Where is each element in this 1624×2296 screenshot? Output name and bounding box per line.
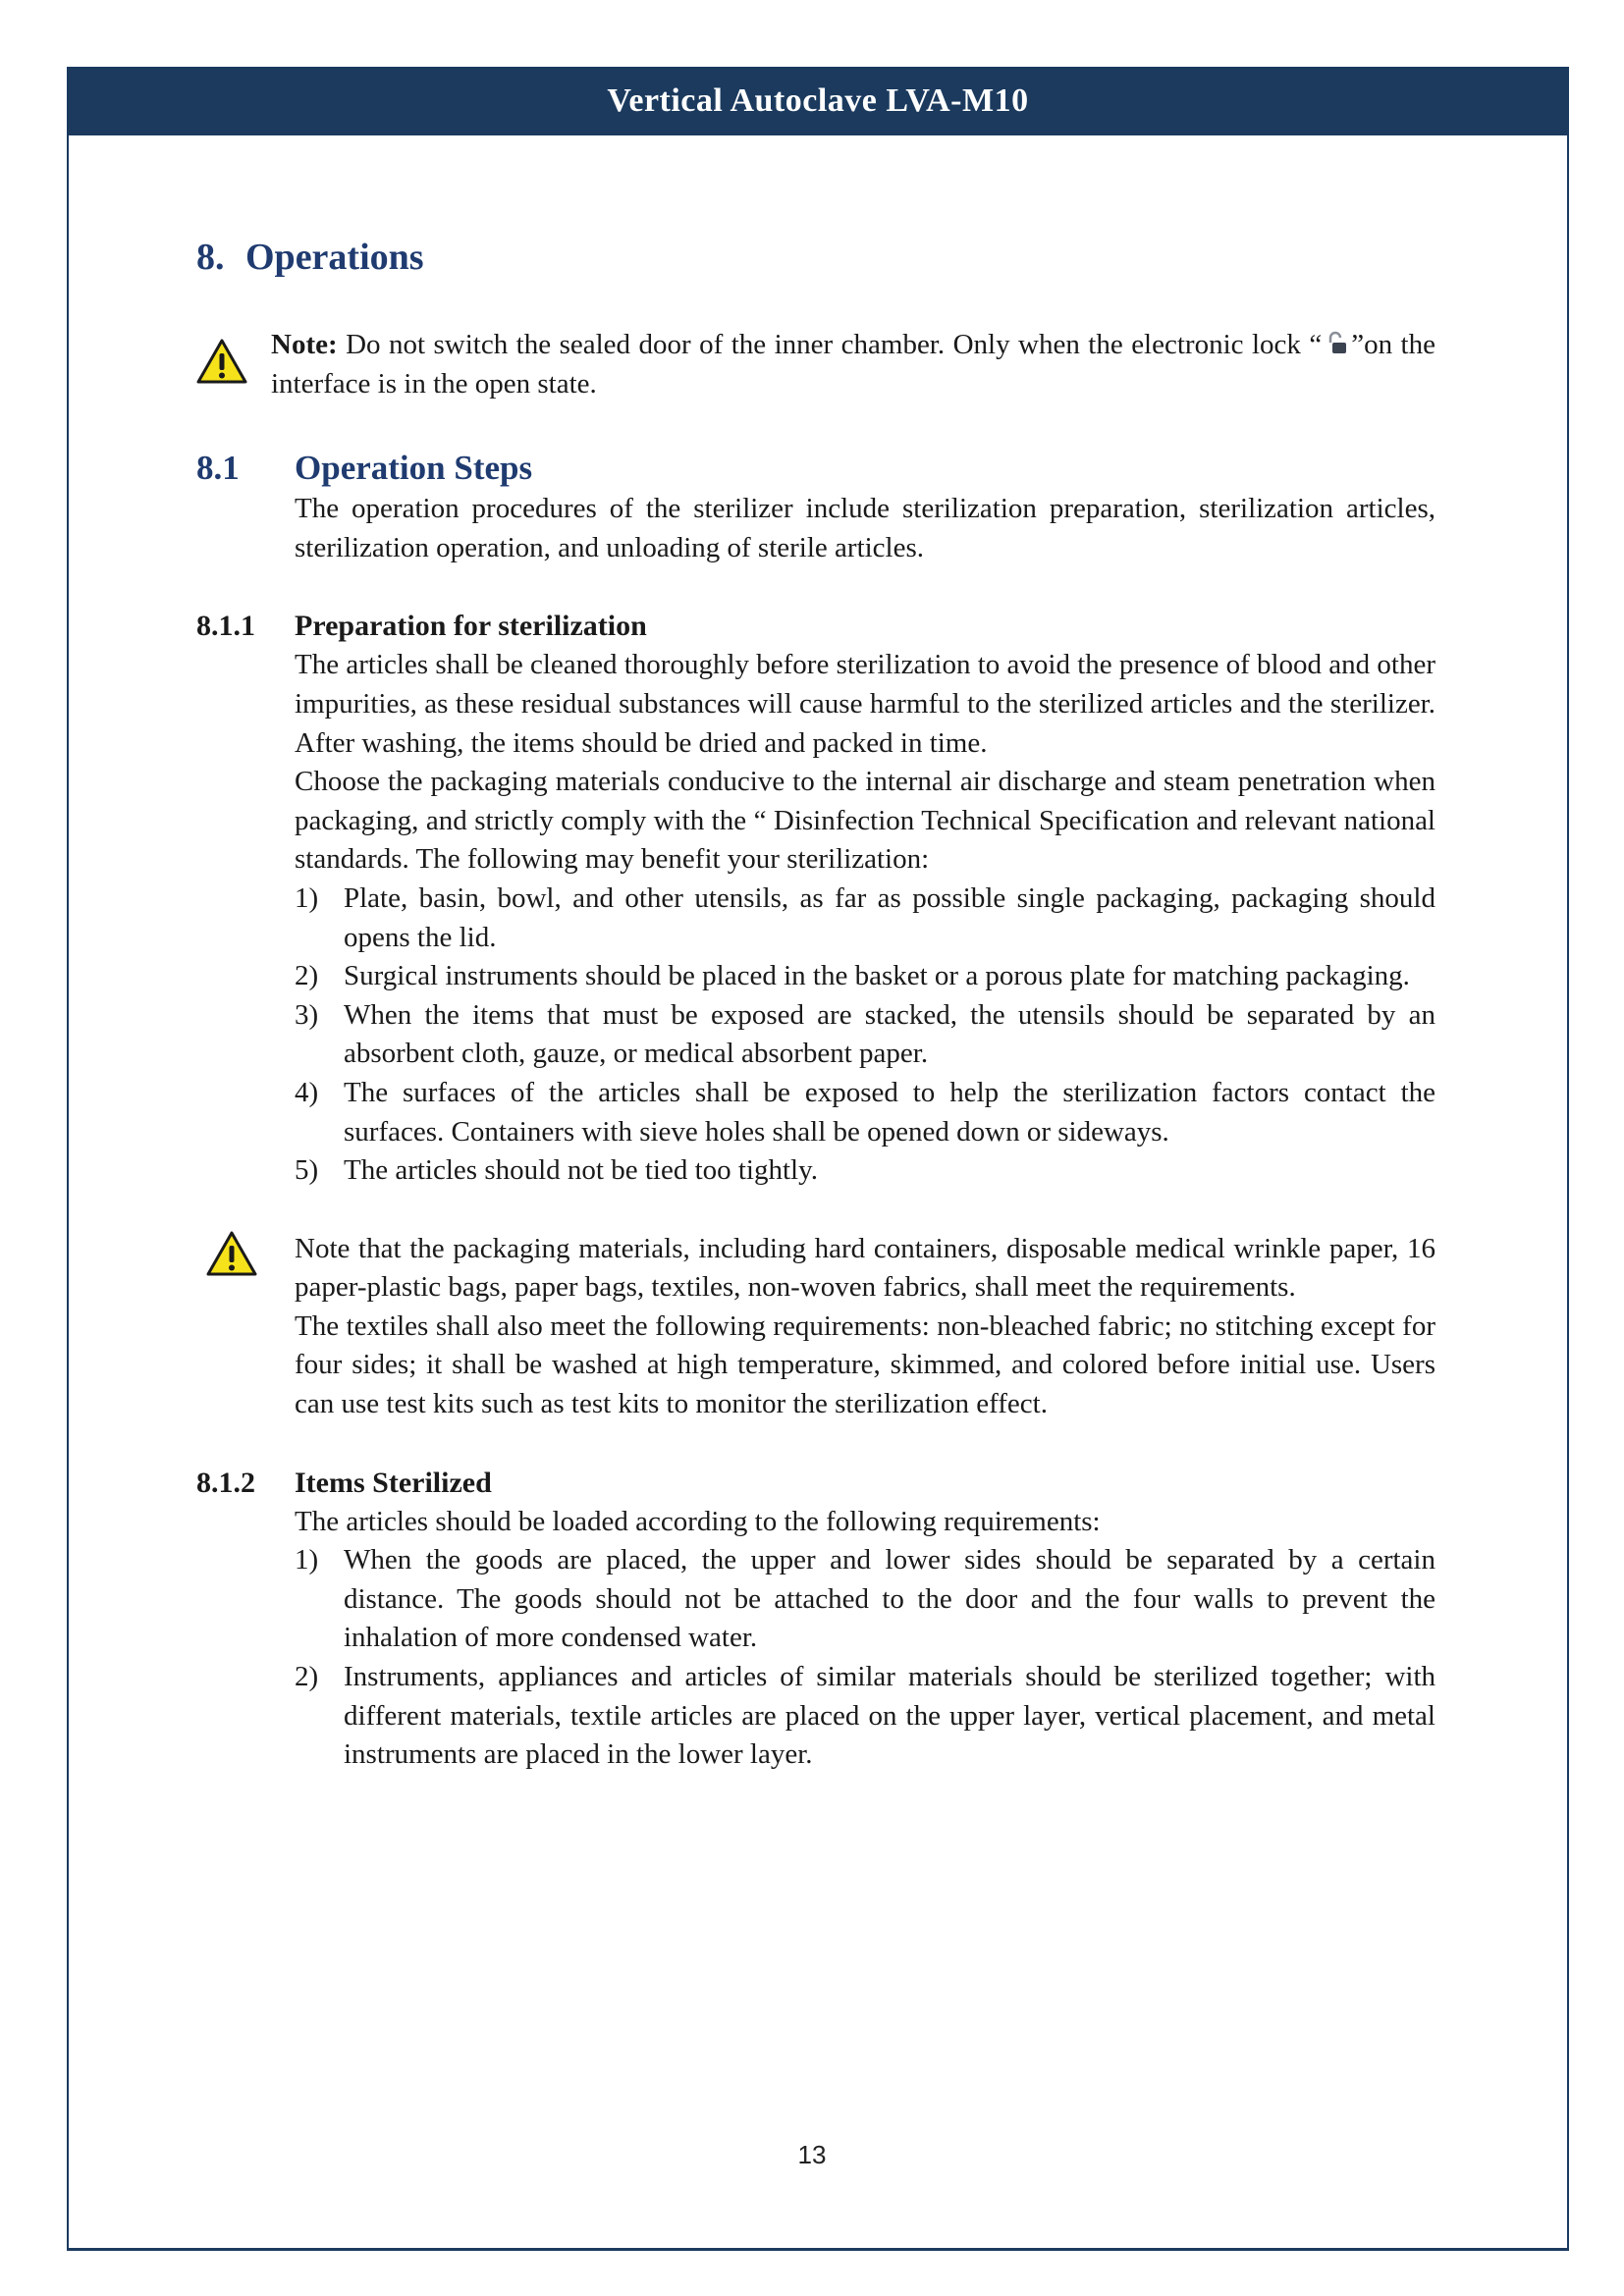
list-text: The surfaces of the articles shall be exposed to help the sterilization factors contact the surfaces. Containers with sieve holes shall be opened down or sideways. xyxy=(344,1076,1435,1148)
note-packaging-body xyxy=(295,1230,1435,1424)
list-text: When the goods are placed, the upper and lower sides should be separated by a certain distance. The goods should not be attached to the door and the four walls to prevent the inhalation of more condensed water. xyxy=(344,1544,1435,1654)
list-number: 2) xyxy=(295,1661,319,1693)
note-label: Note: xyxy=(271,329,338,360)
section-number: 8. xyxy=(196,237,225,278)
paragraph: Note that the packaging materials, including hard containers, disposable medical wrinkle paper, 16 paper-plastic bags, paper bags, textiles, non-woven fabrics, shall meet the requirements. xyxy=(295,1232,1435,1304)
list-number: 1) xyxy=(295,1544,319,1576)
list-item xyxy=(295,1151,1435,1191)
operation-steps-body: The operation procedures of the sterilizer include sterilization preparation, sterilization articles, sterilization operation, and unloading of sterile articles. xyxy=(295,493,1435,563)
subsection-title: Items Sterilized xyxy=(295,1466,492,1499)
list-item xyxy=(295,1658,1435,1775)
list-number: 4) xyxy=(295,1076,319,1108)
warning-triangle-icon xyxy=(206,1230,257,1277)
list-text: Plate, basin, bowl, and other utensils, as far as possible single packaging, packaging should opens the lid. xyxy=(344,881,1435,953)
subsection-number: 8.1 xyxy=(196,449,240,488)
warning-triangle-icon xyxy=(196,338,247,385)
paragraph: The articles shall be cleaned thoroughly before sterilization to avoid the presence of blood and other impurities, as these residual substances will cause harmful to the sterilized articles and the sterilizer. After washing, the items should be dried and packed in time. xyxy=(295,649,1435,759)
page-content xyxy=(196,236,1435,1775)
items-sterilized-body xyxy=(295,1503,1435,1775)
list-number: 2) xyxy=(295,960,319,992)
list-item xyxy=(295,1541,1435,1658)
section-title: Operations xyxy=(245,237,424,278)
preparation-body xyxy=(295,646,1435,1190)
subsection-heading-8-1-1 xyxy=(196,607,1435,646)
subsection-title: Operation Steps xyxy=(295,449,533,488)
note-text-a: Do not switch the sealed door of the inner chamber. Only when the electronic lock “ xyxy=(337,329,1323,360)
list-text: Surgical instruments should be placed in the basket or a porous plate for matching packaging. xyxy=(344,960,1410,992)
note-text xyxy=(271,326,1435,403)
paragraph: Choose the packaging materials conducive to the internal air discharge and steam penetration when packaging, and strictly comply with the “ Disinfection Technical Specification and relevant national standards. The following may benefit your sterilization: xyxy=(295,766,1435,876)
subsection-heading-8-1 xyxy=(196,447,1435,490)
list-item xyxy=(295,880,1435,957)
list-number: 1) xyxy=(295,881,319,914)
list-item xyxy=(295,996,1435,1074)
list-text: When the items that must be exposed are stacked, the utensils should be separated by an absorbent cloth, gauze, or medical absorbent paper. xyxy=(344,998,1435,1070)
list-number: 5) xyxy=(295,1154,319,1187)
subsection-title: Preparation for sterilization xyxy=(295,610,647,643)
list-item xyxy=(295,1074,1435,1151)
note-text-b: ”on the interface is in the open state. xyxy=(271,329,1435,400)
note-packaging xyxy=(196,1230,1435,1424)
section-heading xyxy=(196,236,1435,279)
subsection-number: 8.1.1 xyxy=(196,610,255,643)
list-item xyxy=(295,957,1435,996)
list-number: 3) xyxy=(295,998,319,1031)
preparation-list xyxy=(295,880,1435,1191)
subsection-heading-8-1-2 xyxy=(196,1464,1435,1503)
paragraph: The articles should be loaded according to the following requirements: xyxy=(295,1505,1101,1537)
document-header: Vertical Autoclave LVA-M10 xyxy=(67,67,1569,135)
list-text: Instruments, appliances and articles of similar materials should be sterilized together; with different materials, textile articles are placed on the upper layer, vertical placement, and metal instruments are placed in the lower layer. xyxy=(344,1661,1435,1771)
note-operations xyxy=(196,326,1435,403)
loading-list xyxy=(295,1541,1435,1775)
paragraph: The textiles shall also meet the following requirements: non-bleached fabric; no stitching except for four sides; it shall be washed at high temperature, skimmed, and colored before initial use. Users can use test kits such as test kits to monitor the sterilization effect. xyxy=(295,1309,1435,1420)
page-number: 13 xyxy=(797,2140,827,2169)
padlock-open-icon xyxy=(1324,329,1349,354)
subsection-number: 8.1.2 xyxy=(196,1466,255,1499)
list-text: The articles should not be tied too tightly. xyxy=(344,1154,818,1187)
